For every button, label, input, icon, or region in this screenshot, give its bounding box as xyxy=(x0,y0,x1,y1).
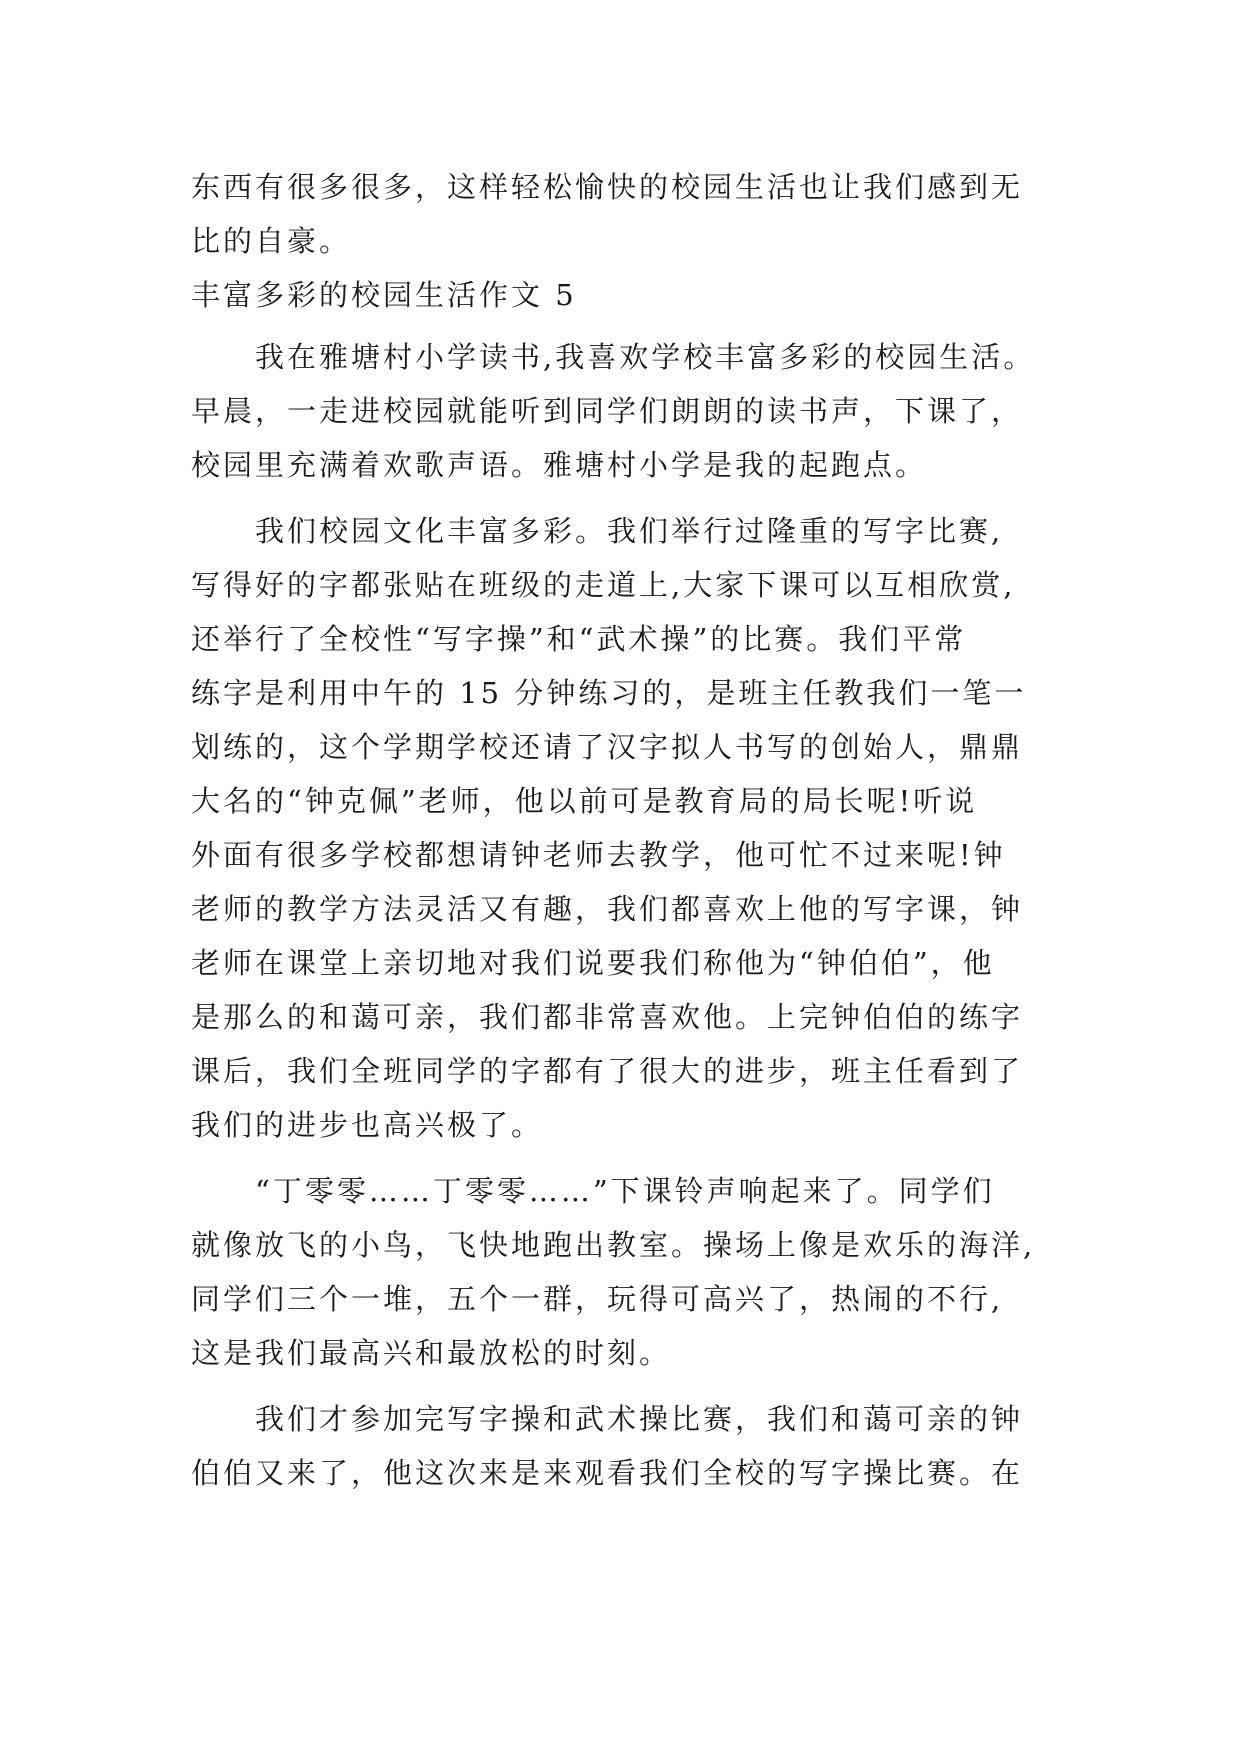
document-body xyxy=(191,160,1051,1500)
text-line: “丁零零……丁零零……”下课铃声响起来了。同学们 xyxy=(191,1174,995,1208)
text-line: 校园里充满着欢歌声语。雅塘村小学是我的起跑点。 xyxy=(191,448,928,482)
paragraph xyxy=(191,1164,1051,1380)
text-line: 是那么的和蔼可亲，我们都非常喜欢他。上完钟伯伯的练字 xyxy=(191,1000,1024,1034)
text-line: 老师的教学方法灵活又有趣，我们都喜欢上他的写字课，钟 xyxy=(191,892,1024,926)
text-line: 我们才参加完写字操和武术操比赛，我们和蔼可亲的钟 xyxy=(191,1402,1024,1436)
text-line: 我们校园文化丰富多彩。我们举行过隆重的写字比赛, xyxy=(191,514,1004,548)
text-line: 还举行了全校性“写字操”和“武术操”的比赛。我们平常 xyxy=(191,622,967,656)
text-line: 划练的，这个学期学校还请了汉字拟人书写的创始人，鼎鼎 xyxy=(191,730,1024,764)
text-line: 东西有很多很多，这样轻松愉快的校园生活也让我们感到无 xyxy=(191,170,1024,204)
text-line: 伯伯又来了，他这次来是来观看我们全校的写字操比赛。在 xyxy=(191,1456,1024,1490)
paragraph xyxy=(191,504,1051,1152)
text-line: 写得好的字都张贴在班级的走道上,大家下课可以互相欣赏, xyxy=(191,568,1016,602)
text-line: 我们的进步也高兴极了。 xyxy=(191,1108,544,1142)
text-line: 比的自豪。 xyxy=(191,224,352,258)
text-line: 早晨，一走进校园就能听到同学们朗朗的读书声，下课了， xyxy=(191,394,1024,428)
text-line: 老师在课堂上亲切地对我们说要我们称他为“钟伯伯”，他 xyxy=(191,946,995,980)
text-line: 我在雅塘村小学读书,我喜欢学校丰富多彩的校园生活。 xyxy=(191,340,1036,374)
text-line: 同学们三个一堆，五个一群，玩得可高兴了，热闹的不行, xyxy=(191,1282,1004,1316)
text-line: 就像放飞的小鸟，飞快地跑出教室。操场上像是欢乐的海洋, xyxy=(191,1228,1036,1262)
text-line: 外面有很多学校都想请钟老师去教学，他可忙不过来呢!钟 xyxy=(191,838,1006,872)
paragraph xyxy=(191,330,1051,492)
text-line: 这是我们最高兴和最放松的时刻。 xyxy=(191,1336,672,1370)
text-line: 大名的“钟克佩”老师，他以前可是教育局的局长呢!听说 xyxy=(191,784,978,818)
paragraph xyxy=(191,1392,1051,1500)
section-heading: 丰富多彩的校园生活作文 5 xyxy=(191,278,577,312)
text-line: 课后，我们全班同学的字都有了很大的进步，班主任看到了 xyxy=(191,1054,1024,1088)
text-line: 练字是利用中午的 15 分钟练习的，是班主任教我们一笔一 xyxy=(191,676,1027,710)
